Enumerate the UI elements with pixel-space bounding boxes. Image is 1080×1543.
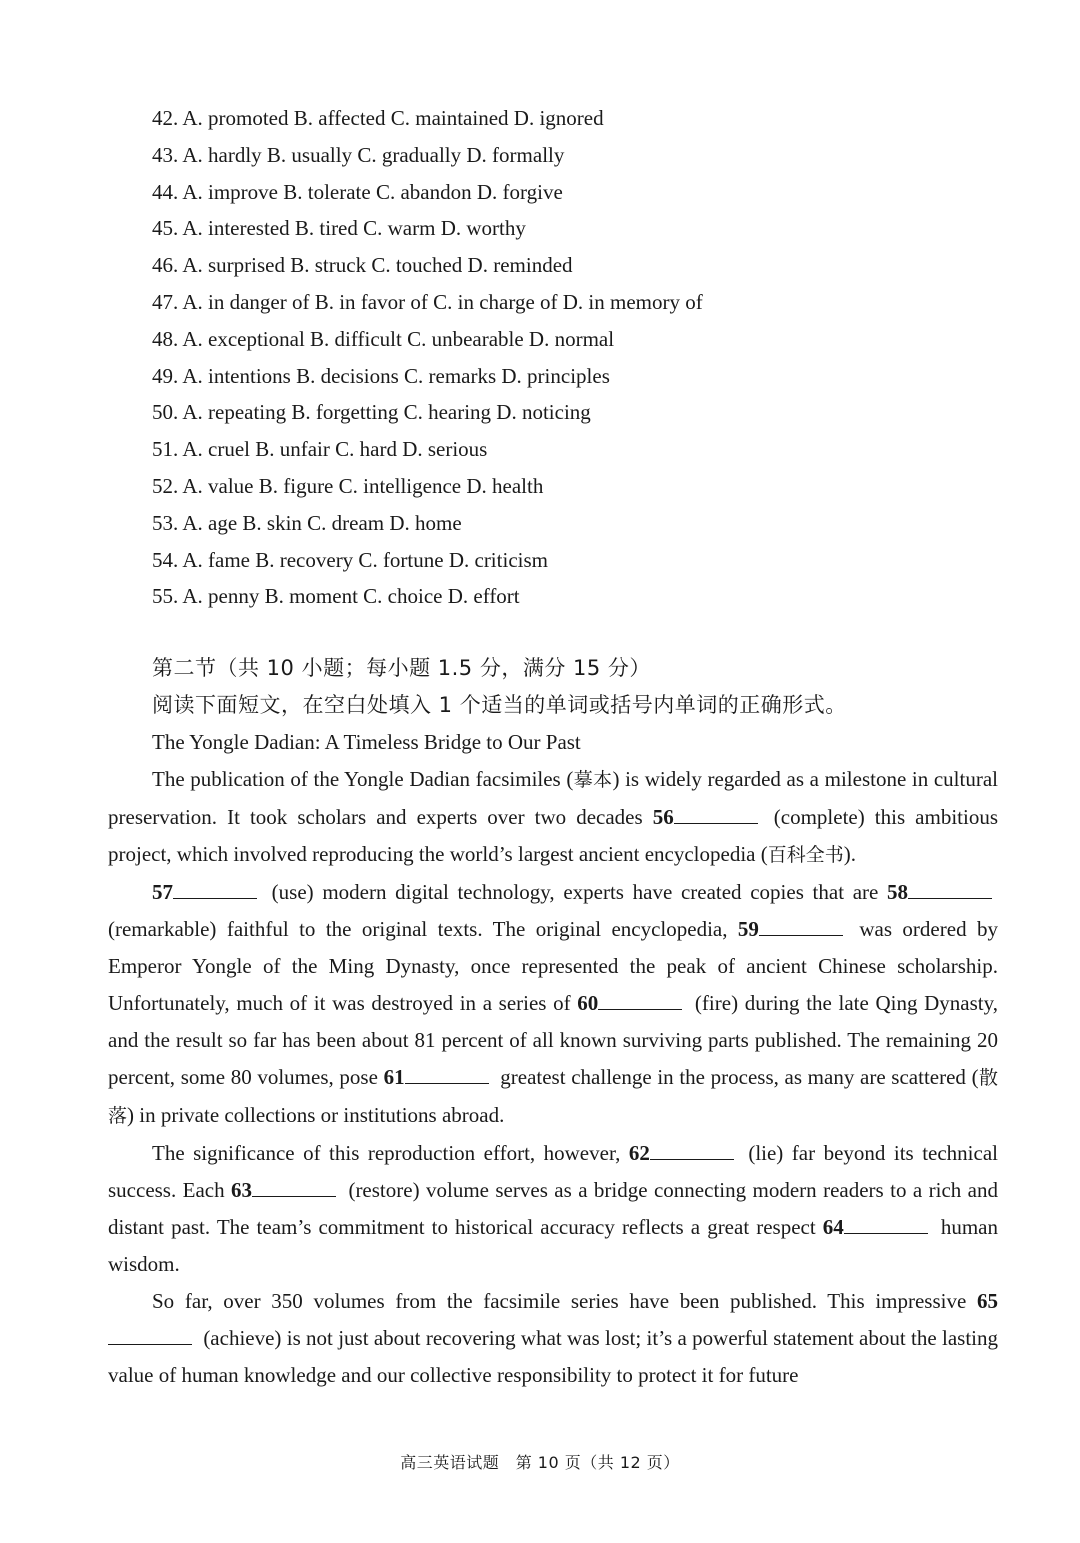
text-run: was ordered by Emperor Yongle of the Ming Dynasty, once represented the peak of ancient Chinese scholarship. Unfortunately, much of it was destroyed in a series of (108, 917, 998, 1015)
text-run: (restore) volume serves as a bridge connecting modern readers to a rich and distant past. The team’s commitment to historical accuracy reflects a great respect (108, 1178, 998, 1239)
text-run: (complete) this ambitious project, which involved reproducing the world’s largest ancient encyclopedia ( (108, 805, 998, 866)
text-run: ) in private collections or institutions abroad. (127, 1103, 505, 1127)
answer-blank-59[interactable] (759, 917, 843, 936)
blank-number-59: 59 (737, 917, 759, 941)
answer-blank-57[interactable] (173, 880, 257, 899)
text-run: (remarkable) faithful to the original texts. The original encyclopedia, (108, 917, 738, 941)
option-line-52: 52. A. value B. figure C. intelligence D. health (152, 473, 544, 498)
text-run: The publication of the Yongle Dadian facsimiles ( (152, 767, 574, 791)
option-line-50: 50. A. repeating B. forgetting C. hearing D. noticing (152, 400, 591, 425)
option-line-55: 55. A. penny B. moment C. choice D. effort (152, 584, 520, 609)
option-line-46: 46. A. surprised B. struck C. touched D. reminded (152, 253, 573, 278)
text-run: So far, over 350 volumes from the facsimile series have been published. This impressive (152, 1289, 977, 1313)
text-run: human wisdom. (108, 1215, 998, 1276)
option-line-43: 43. A. hardly B. usually C. gradually D. formally (152, 142, 565, 167)
blank-number-57: 57 (152, 880, 173, 904)
answer-blank-62[interactable] (650, 1141, 734, 1160)
option-line-54: 54. A. fame B. recovery C. fortune D. criticism (152, 547, 548, 572)
passage-paragraph-1 (108, 761, 998, 874)
blank-number-61: 61 (383, 1065, 405, 1089)
section-header: 第二节（共 10 小题；每小题 1.5 分，满分 15 分） (152, 656, 651, 680)
blank-number-60: 60 (577, 991, 599, 1015)
option-line-51: 51. A. cruel B. unfair C. hard D. serious (152, 437, 488, 462)
option-line-47: 47. A. in danger of B. in favor of C. in charge of D. in memory of (152, 289, 703, 314)
cloze-options-list (152, 100, 703, 615)
chinese-gloss: 散落 (108, 1067, 998, 1127)
passage-title: The Yongle Dadian: A Timeless Bridge to Our Past (152, 730, 581, 754)
answer-blank-61[interactable] (405, 1065, 489, 1084)
text-run: The significance of this reproduction effort, however, (152, 1141, 629, 1165)
option-line-53: 53. A. age B. skin C. dream D. home (152, 510, 462, 535)
option-line-49: 49. A. intentions B. decisions C. remarks D. principles (152, 363, 610, 388)
option-line-45: 45. A. interested B. tired C. warm D. worthy (152, 216, 526, 241)
answer-blank-65[interactable] (108, 1326, 192, 1345)
text-run: ). (843, 842, 856, 866)
text-run: (lie) far beyond its technical success. Each (108, 1141, 998, 1202)
chinese-gloss: 百科全书 (767, 844, 844, 866)
text-run: (use) modern digital technology, experts have created copies that are (263, 880, 887, 904)
answer-blank-60[interactable] (598, 991, 682, 1010)
section-two (108, 650, 998, 1394)
blank-number-65: 65 (977, 1289, 998, 1313)
blank-number-64: 64 (822, 1215, 844, 1239)
answer-blank-58[interactable] (908, 880, 992, 899)
text-run: greatest challenge in the process, as many are scattered ( (494, 1065, 979, 1089)
page-footer: 高三英语试题 第 10 页（共 12 页） (400, 1453, 680, 1472)
answer-blank-63[interactable] (252, 1178, 336, 1197)
section-instruction: 阅读下面短文，在空白处填入 1 个适当的单词或括号内单词的正确形式。 (152, 693, 847, 717)
chinese-gloss: 摹本 (573, 769, 613, 791)
option-line-48: 48. A. exceptional B. difficult C. unbearable D. normal (152, 326, 615, 351)
option-line-42: 42. A. promoted B. affected C. maintained D. ignored (152, 106, 604, 130)
answer-blank-64[interactable] (844, 1215, 928, 1234)
blank-number-63: 63 (231, 1178, 253, 1202)
text-run: (fire) during the late Qing Dynasty, and the result so far has been about 81 percent of all known surviving parts published. The remaining 20 percent, some 80 volumes, pose (108, 991, 998, 1089)
passage-paragraph-4 (108, 1283, 998, 1394)
text-run: (achieve) is not just about recovering what was lost; it’s a powerful statement about the lasting value of human knowledge and our collective responsibility to protect it for future (108, 1326, 998, 1387)
blank-number-62: 62 (628, 1141, 650, 1165)
option-line-44: 44. A. improve B. tolerate C. abandon D. forgive (152, 179, 563, 204)
passage-paragraph-3 (108, 1135, 998, 1283)
passage-paragraph-2 (108, 874, 998, 1135)
blank-number-58: 58 (887, 880, 908, 904)
answer-blank-56[interactable] (674, 805, 758, 824)
blank-number-56: 56 (652, 805, 674, 829)
text-run: ) is widely regarded as a milestone in cultural preservation. It took scholars and experts over two decades (108, 767, 998, 829)
